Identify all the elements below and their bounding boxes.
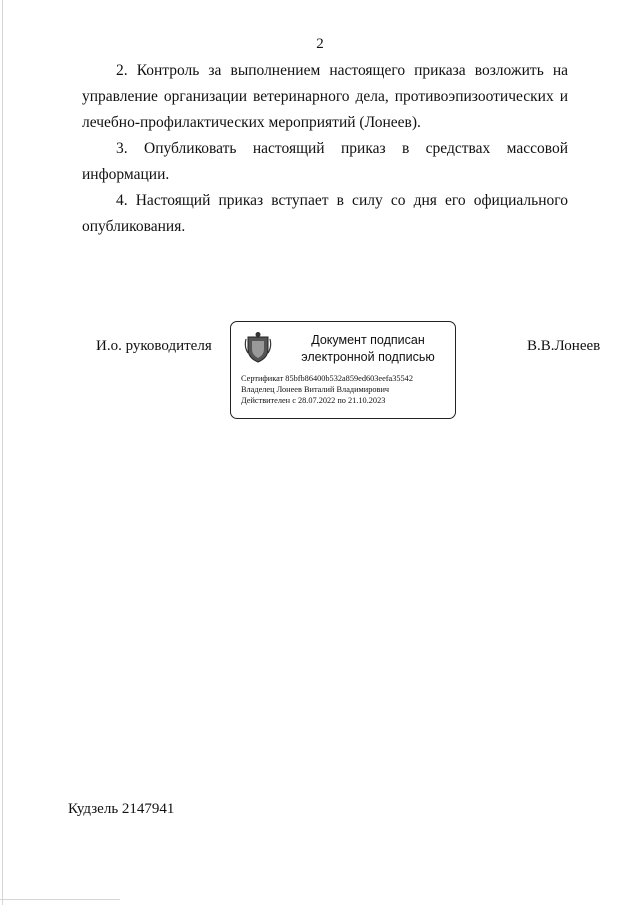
left-scan-edge bbox=[2, 0, 3, 905]
stamp-heading-line1: Документ подписан bbox=[311, 333, 425, 347]
stamp-heading bbox=[283, 332, 453, 366]
paragraph-control: 2. Контроль за выполнением настоящего приказа возложить на управление организации ветеринарного дела, противоэпизоотических и лечебно-профилактических мероприятий (Лонеев). bbox=[82, 62, 568, 131]
stamp-validity: Действителен с 28.07.2022 по 21.10.2023 bbox=[241, 396, 386, 405]
signer-name: В.В.Лонеев bbox=[527, 338, 601, 354]
coat-of-arms-icon bbox=[244, 331, 272, 363]
paragraph-publish: 3. Опубликовать настоящий приказ в средствах массовой информации. bbox=[82, 140, 568, 183]
stamp-owner: Владелец Лонеев Виталий Владимирович bbox=[241, 385, 390, 394]
bottom-scan-edge bbox=[0, 899, 120, 900]
footer-note: Кудзель 2147941 bbox=[68, 801, 175, 817]
stamp-certificate: Сертификат 85bfb86400b532a859ed603eefa35542 bbox=[241, 374, 413, 383]
page-number: 2 bbox=[316, 36, 324, 52]
paragraph-effective: 4. Настоящий приказ вступает в силу со дня его официального опубликования. bbox=[82, 192, 568, 235]
electronic-signature-stamp bbox=[230, 321, 456, 419]
stamp-heading-line2: электронной подписью bbox=[301, 350, 435, 364]
signer-position: И.о. руководителя bbox=[96, 338, 212, 354]
